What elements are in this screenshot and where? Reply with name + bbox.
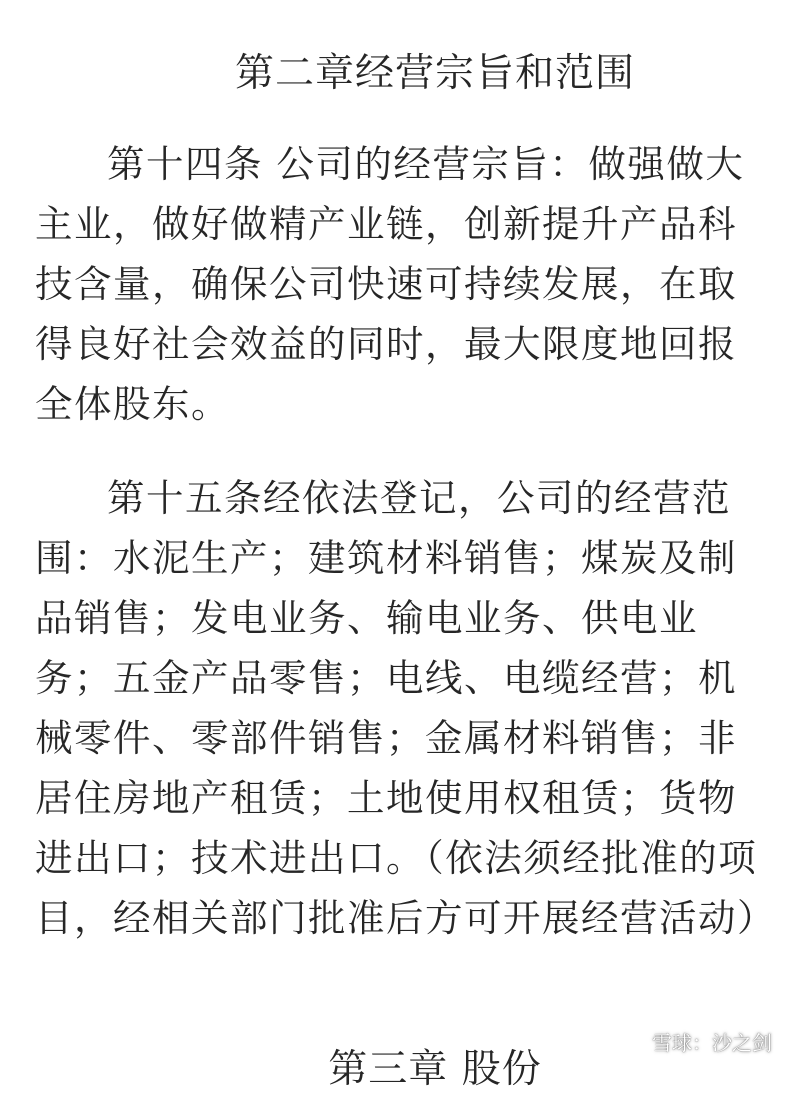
article-15: 第十五条经依法登记，公司的经营范围：水泥生产；建筑材料销售；煤炭及制品销售；发电业务、输电业务、供电业务；五金产品零售；电线、电缆经营；机械零件、零部件销售；金属材料销售；非居住房地产租赁；土地使用权租赁；货物进出口；技术进出口。（依法须经批准的项目，经相关部门批准后方可开展经营活动） bbox=[35, 476, 776, 940]
watermark-text: 雪球：沙之剑 bbox=[652, 1030, 772, 1055]
next-chapter-title: 第三章 股份 bbox=[328, 1047, 542, 1092]
watermark bbox=[620, 1023, 772, 1059]
article-14: 第十四条 公司的经营宗旨：做强做大主业，做好做精产业链，创新提升产品科技含量，确保公司快速可持续发展，在取得良好社会效益的同时，最大限度地回报全体股东。 bbox=[35, 142, 745, 426]
chapter-title: 第二章经营宗旨和范围 bbox=[234, 51, 635, 96]
snowball-logo-icon bbox=[620, 1028, 646, 1054]
